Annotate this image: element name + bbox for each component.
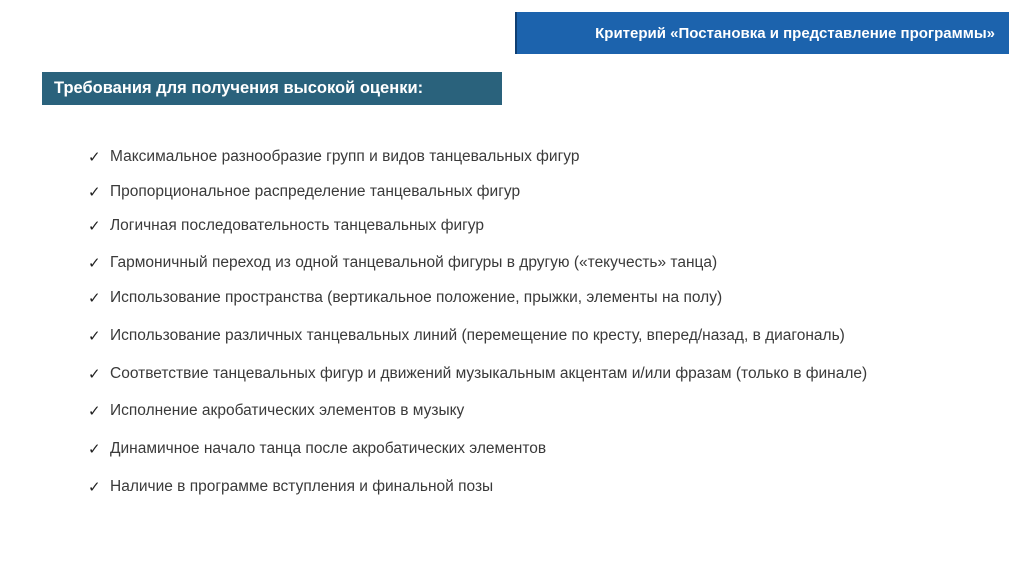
checkmark-icon: ✓ (88, 440, 101, 458)
checkmark-icon: ✓ (88, 365, 101, 383)
slide-title: Критерий «Постановка и представление программы» (595, 24, 995, 42)
list-item-text: Логичная последовательность танцевальных фигур (110, 217, 484, 234)
list-item-text: Гармоничный переход из одной танцевальной фигуры в другую («текучесть» танца) (110, 254, 718, 271)
checkmark-icon: ✓ (88, 289, 101, 307)
list-item-text: Использование различных танцевальных линий (перемещение по кресту, вперед/назад, в диагональ) (110, 327, 845, 344)
list-item-text: Динамичное начало танца после акробатических элементов (110, 440, 547, 457)
list-item-text: Использование пространства (вертикальное положение, прыжки, элементы на полу) (110, 289, 723, 306)
checkmark-icon: ✓ (88, 478, 101, 496)
list-item (88, 287, 722, 309)
requirements-header (42, 72, 502, 105)
list-item (88, 325, 845, 347)
checkmark-icon: ✓ (88, 217, 101, 235)
list-item (88, 252, 717, 274)
checkmark-icon: ✓ (88, 254, 101, 272)
checkmark-icon: ✓ (88, 327, 101, 345)
title-banner (515, 12, 1009, 54)
checkmark-icon: ✓ (88, 402, 101, 420)
list-item (88, 146, 579, 168)
list-item-text: Наличие в программе вступления и финальной позы (110, 478, 494, 495)
requirements-heading: Требования для получения высокой оценки: (54, 79, 424, 97)
list-item (88, 438, 546, 460)
list-item (88, 476, 493, 498)
checkmark-icon: ✓ (88, 148, 101, 166)
list-item-text: Пропорциональное распределение танцевальных фигур (110, 183, 521, 200)
list-item (88, 215, 484, 237)
list-item-text: Максимальное разнообразие групп и видов танцевальных фигур (110, 148, 580, 165)
list-item-text: Исполнение акробатических элементов в музыку (110, 402, 465, 419)
list-item (88, 400, 464, 422)
list-item (88, 363, 867, 385)
checkmark-icon: ✓ (88, 183, 101, 201)
list-item (88, 181, 520, 203)
list-item-text: Соответствие танцевальных фигур и движений музыкальным акцентам и/или фразам (только в финале) (110, 365, 868, 382)
